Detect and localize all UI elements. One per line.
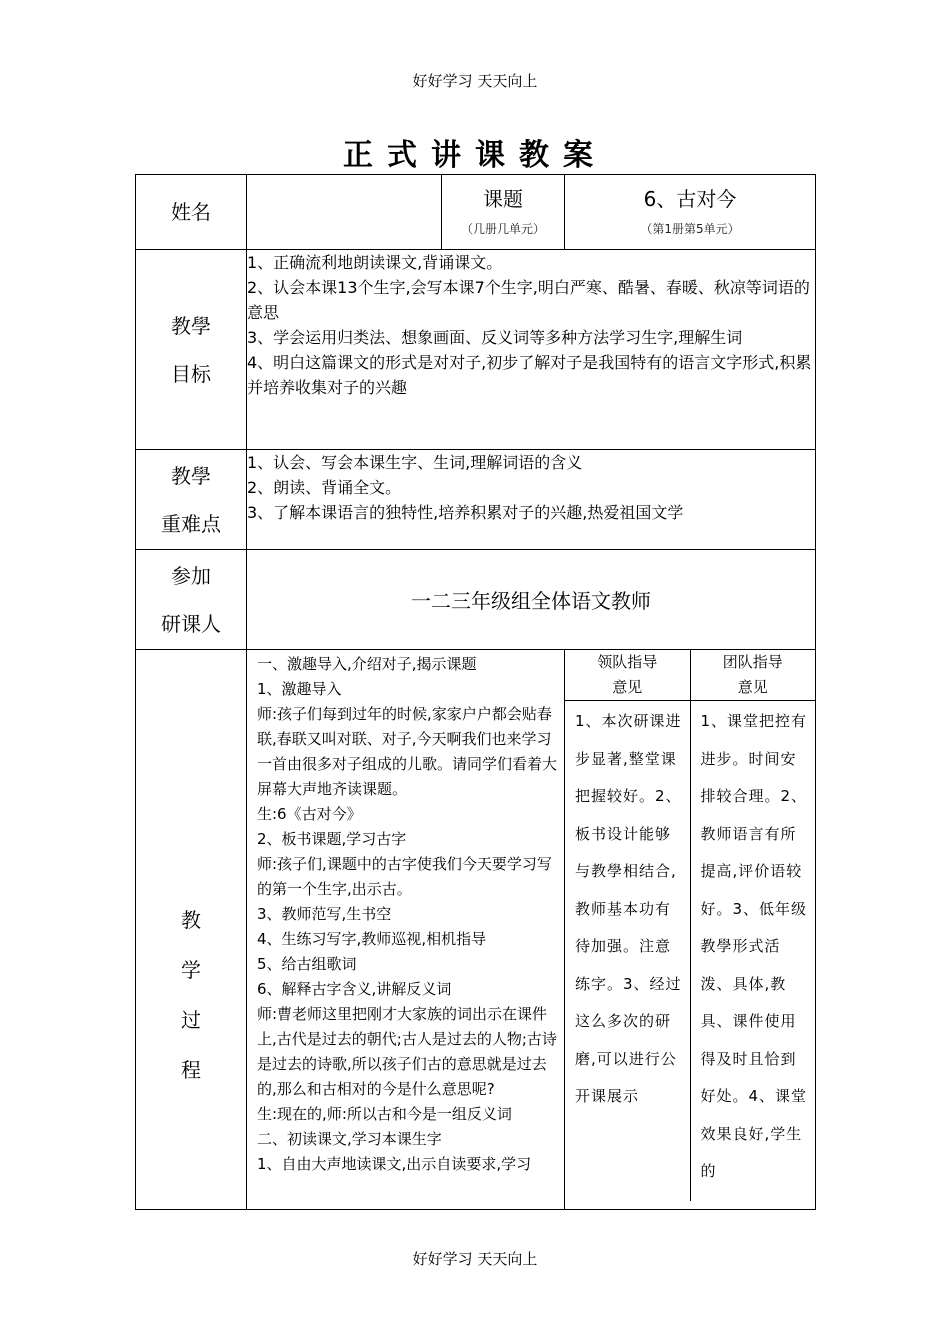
row-participants [136, 550, 816, 650]
process-line: 师:曹老师这里把刚才大家族的词出示在课件上,古代是过去的朝代;古人是过去的人物;古诗是过去的诗歌,所以孩子们古的意思就是过去的,那么和古相对的今是什么意思呢? [257, 1005, 557, 1098]
difficulty-item: 1、认会、写会本课生字、生词,理解词语的含义 [247, 453, 583, 472]
difficulty-item: 3、了解本课语言的独特性,培养积累对子的兴趣,热爱祖国文学 [247, 503, 684, 522]
document-title: 正式讲课教案 [343, 138, 607, 173]
goal-item: 4、明白这篇课文的形式是对对子,初步了解对子是我国特有的语言文字形式,积累并培养收集对子的兴趣 [247, 353, 812, 397]
team-head-2: 意见 [737, 678, 768, 696]
process-line: 3、教师范写,生书空 [257, 905, 392, 923]
participants-value: 一二三年级组全体语文教师 [247, 550, 816, 650]
team-head-1: 团队指导 [722, 653, 783, 671]
goal-item: 3、学会运用归类法、想象画面、反义词等多种方法学习生字,理解生词 [247, 328, 743, 347]
opinions-cell [565, 650, 816, 1210]
difficulty-item: 2、朗读、背诵全文。 [247, 478, 402, 497]
process-label-char: 过 [181, 1007, 201, 1032]
participants-label-1: 参加 [171, 563, 211, 588]
leader-opinion-cell [565, 701, 690, 1202]
process-label-char: 学 [181, 957, 201, 982]
difficulties-label-2: 重难点 [161, 511, 221, 536]
process-line: 5、给古组歌词 [257, 955, 357, 973]
goal-item: 2、认会本课13个生字,会写本课7个生字,明白严寒、酷暑、春暖、秋凉等词语的意思 [247, 278, 810, 322]
process-line: 一、激趣导入,介绍对子,揭示课题 [257, 655, 477, 673]
lesson-plan-table [135, 174, 816, 1210]
leader-opinion-text: 1、本次研课进步显著,整堂课把握较好。2、板书设计能够与教學相结合,教师基本功有待加强。注意练字。3、经过这么多次的研磨,可以进行公开课展示 [575, 712, 682, 1105]
leader-opinion-header [565, 650, 690, 701]
team-opinion-header [690, 650, 815, 701]
process-line: 师:孩子们每到过年的时候,家家户户都会贴春联,春联又叫对联、对子,今天啊我们也来学习一首由很多对子组成的儿歌。请同学们看着大屏幕大声地齐读课题。 [257, 705, 558, 798]
difficulties-label-1: 教學 [171, 463, 211, 488]
process-line: 生:现在的,师:所以古和今是一组反义词 [257, 1105, 512, 1123]
row-goals [136, 250, 816, 450]
goal-item: 1、正确流利地朗读课文,背诵课文。 [247, 253, 503, 272]
process-content-cell [247, 650, 565, 1210]
row-process [136, 650, 816, 1210]
process-line: 6、解释古字含义,讲解反义词 [257, 980, 452, 998]
process-line: 1、自由大声地读课文,出示自读要求,学习 [257, 1155, 532, 1173]
name-value-cell [247, 175, 442, 250]
process-line: 4、生练习写字,教师巡视,相机指导 [257, 930, 487, 948]
topic-label: 课题 [483, 187, 523, 211]
goals-label-1: 教學 [171, 313, 211, 338]
process-label-char: 教 [181, 907, 201, 932]
goals-label-cell [136, 250, 247, 450]
process-line: 1、激趣导入 [257, 680, 342, 698]
team-opinion-text: 1、课堂把控有进步。时间安排较合理。2、教师语言有所提高,评价语较好。3、低年级教學形式活泼、具体,教具、课件使用得及时且恰到好处。4、课堂效果良好,学生的 [700, 712, 808, 1180]
topic-value-cell [565, 175, 816, 250]
name-label: 姓名 [171, 200, 211, 224]
leader-head-1: 领队指导 [597, 653, 658, 671]
process-label-char: 程 [181, 1057, 201, 1082]
topic-value: 6、古对今 [643, 187, 737, 211]
process-line: 二、初读课文,学习本课生字 [257, 1130, 442, 1148]
process-label-cell [136, 650, 247, 1210]
row-difficulties [136, 450, 816, 550]
difficulties-label-cell [136, 450, 247, 550]
difficulties-content [247, 450, 816, 550]
process-line: 2、板书课题,学习古字 [257, 830, 407, 848]
name-label-cell [136, 175, 247, 250]
participants-label-cell [136, 550, 247, 650]
leader-head-2: 意见 [612, 678, 643, 696]
row-name-topic [136, 175, 816, 250]
goals-label-2: 目标 [171, 361, 211, 386]
process-line: 生:6《古对今》 [257, 805, 362, 823]
page-footer: 好好学习 天天向上 [412, 1250, 538, 1268]
topic-value-sub: （第1册第5单元） [640, 222, 740, 236]
process-line: 师:孩子们,课题中的古字使我们今天要学习写的第一个生字,出示古。 [257, 855, 552, 898]
opinions-table [565, 650, 815, 1201]
team-opinion-cell [690, 701, 815, 1202]
participants-label-2: 研课人 [161, 611, 221, 636]
topic-label-cell [442, 175, 565, 250]
process-content [247, 650, 564, 1204]
topic-sub-label: （几册几单元） [460, 222, 545, 236]
goals-content [247, 250, 816, 450]
page-header: 好好学习 天天向上 [412, 72, 538, 90]
